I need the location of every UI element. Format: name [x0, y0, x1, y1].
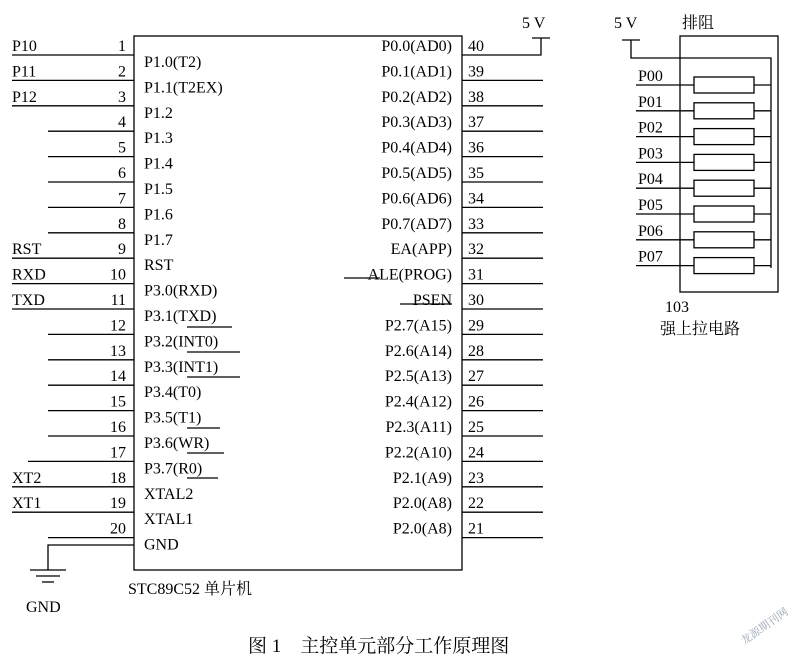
ground-symbol	[30, 570, 66, 582]
array-signal-label: P01	[638, 93, 663, 111]
pin-label: P1.1(T2EX)	[144, 79, 223, 97]
signal-label: XT2	[12, 469, 42, 487]
array-signal-label: P07	[638, 248, 663, 266]
resistor-array-box	[680, 36, 778, 292]
pin-label: P1.6	[144, 206, 173, 224]
pin-number: 9	[118, 241, 126, 259]
pin-label: P1.0(T2)	[144, 54, 202, 71]
pin-label: P1.4	[144, 155, 173, 173]
resistor	[694, 77, 754, 93]
pin-number: 27	[468, 368, 484, 386]
array-power-label: 5 V	[614, 15, 638, 32]
pin-number: 5	[118, 139, 126, 157]
pin-label: GND	[144, 536, 179, 554]
pin-label: P2.6(A14)	[384, 342, 452, 360]
pin-label: P0.4(AD4)	[381, 139, 452, 157]
pin-number: 3	[118, 88, 126, 106]
pin-label: RST	[144, 257, 174, 275]
pin-label: P2.5(A13)	[384, 368, 452, 386]
pin-label: P0.7(AD7)	[381, 215, 452, 233]
pin-label: P3.1(TXD)	[144, 308, 217, 325]
figure-caption: 图 1 主控单元部分工作原理图	[248, 636, 510, 657]
pin-number: 16	[110, 419, 126, 436]
pin-number: 22	[468, 495, 484, 513]
pin-label: P3.0(RXD)	[144, 282, 218, 300]
pin-number: 36	[468, 139, 484, 157]
pin-number: 19	[110, 495, 126, 513]
array-signal-label: P02	[638, 119, 663, 137]
pin-label: P3.4(T0)	[144, 384, 202, 402]
pin-number: 15	[110, 393, 126, 411]
pin-label: P3.2(INT0)	[144, 333, 219, 351]
pin-label: P0.5(AD5)	[381, 165, 452, 182]
signal-label: RST	[12, 241, 42, 259]
pin-number: 34	[468, 190, 484, 208]
array-title: 排阻	[682, 15, 715, 32]
pin-number: 28	[468, 342, 484, 360]
pin-number: 8	[118, 215, 126, 233]
pin-number: 23	[468, 469, 484, 487]
pin-label: XTAL2	[144, 485, 194, 503]
pin-number: 39	[468, 63, 484, 81]
pin-number: 40	[468, 38, 484, 55]
pin-number: 11	[110, 292, 126, 309]
pin-label: P2.0(A8)	[392, 495, 452, 513]
resistor	[694, 206, 754, 222]
signal-label: P12	[12, 88, 37, 106]
pin-label: P3.7(R0)	[144, 460, 203, 478]
pin-label: P1.5	[144, 181, 173, 198]
pin-number: 31	[468, 266, 484, 284]
pin-number: 35	[468, 165, 484, 182]
pin-number: 12	[110, 317, 126, 335]
pin-number: 14	[110, 368, 126, 386]
resistor	[694, 258, 754, 274]
pin-label: P2.4(A12)	[384, 393, 452, 411]
array-value: 103	[665, 299, 689, 316]
pin-label: P1.3	[144, 130, 173, 148]
resistor	[694, 129, 754, 145]
pin-number: 6	[118, 165, 126, 182]
pin-label: P2.3(A11)	[385, 419, 452, 436]
pin-number: 25	[468, 419, 484, 436]
resistor	[694, 232, 754, 248]
pin-label: P0.2(AD2)	[381, 88, 452, 106]
pin-label: P3.3(INT1)	[144, 358, 219, 376]
pin-number: 13	[110, 342, 126, 360]
chip-name: STC89C52 单片机	[128, 581, 253, 598]
pin-number: 17	[110, 444, 126, 462]
ground-wire	[48, 545, 134, 570]
array-signal-label: P06	[638, 222, 663, 240]
pin-label: ALE(PROG)	[367, 266, 452, 284]
pin-number: 32	[468, 241, 484, 259]
signal-label: XT1	[12, 495, 42, 513]
resistor	[694, 154, 754, 170]
pin-label: PSEN	[412, 292, 452, 309]
pin-number: 2	[118, 63, 126, 81]
pin-number: 29	[468, 317, 484, 335]
array-signal-label: P00	[638, 68, 663, 85]
pin-label: EA(APP)	[390, 241, 452, 259]
array-signal-label: P03	[638, 145, 663, 163]
pin-label: P0.6(AD6)	[381, 190, 452, 208]
pin-label: P2.1(A9)	[392, 469, 452, 487]
pin-number: 37	[468, 114, 484, 132]
pin-number: 21	[468, 520, 484, 538]
signal-label: P11	[12, 63, 37, 81]
signal-label: P10	[12, 38, 37, 55]
resistor	[694, 180, 754, 196]
resistor-rows	[636, 68, 771, 274]
pin-label: P0.0(AD0)	[381, 38, 452, 55]
pin-label: P2.2(A10)	[384, 444, 452, 462]
pin-label: P2.7(A15)	[384, 317, 452, 335]
pin-label: P0.3(AD3)	[381, 114, 452, 132]
pin-label: P1.7	[144, 231, 173, 249]
array-caption: 强上拉电路	[660, 321, 741, 338]
pin-number: 26	[468, 393, 484, 411]
signal-label: TXD	[12, 292, 45, 309]
ground-label: GND	[26, 599, 61, 616]
pin-number: 4	[118, 114, 126, 132]
right-pin-group	[344, 38, 543, 538]
pin-number: 33	[468, 215, 484, 233]
pin-number: 18	[110, 469, 126, 487]
resistor	[694, 103, 754, 119]
pin-label: P3.6(WR)	[144, 435, 210, 452]
pin-number: 1	[118, 38, 126, 55]
array-signal-label: P04	[638, 171, 663, 189]
pin-number: 20	[110, 520, 126, 538]
array-signal-label: P05	[638, 197, 663, 214]
watermark: 龙源期刊网	[738, 605, 791, 648]
chip-power-label: 5 V	[522, 15, 546, 32]
pin-label: P2.0(A8)	[392, 520, 452, 538]
pin-number: 10	[110, 266, 126, 284]
left-pin-group	[12, 38, 240, 554]
signal-label: RXD	[12, 266, 46, 284]
pin-label: P3.5(T1)	[144, 409, 202, 427]
pin-number: 7	[118, 190, 126, 208]
pin-label: P1.2	[144, 104, 173, 122]
pin-number: 38	[468, 88, 484, 106]
pin-number: 24	[468, 444, 484, 462]
pin-label: P0.1(AD1)	[381, 63, 452, 81]
pin-number: 30	[468, 292, 484, 309]
pin-label: XTAL1	[144, 511, 194, 529]
